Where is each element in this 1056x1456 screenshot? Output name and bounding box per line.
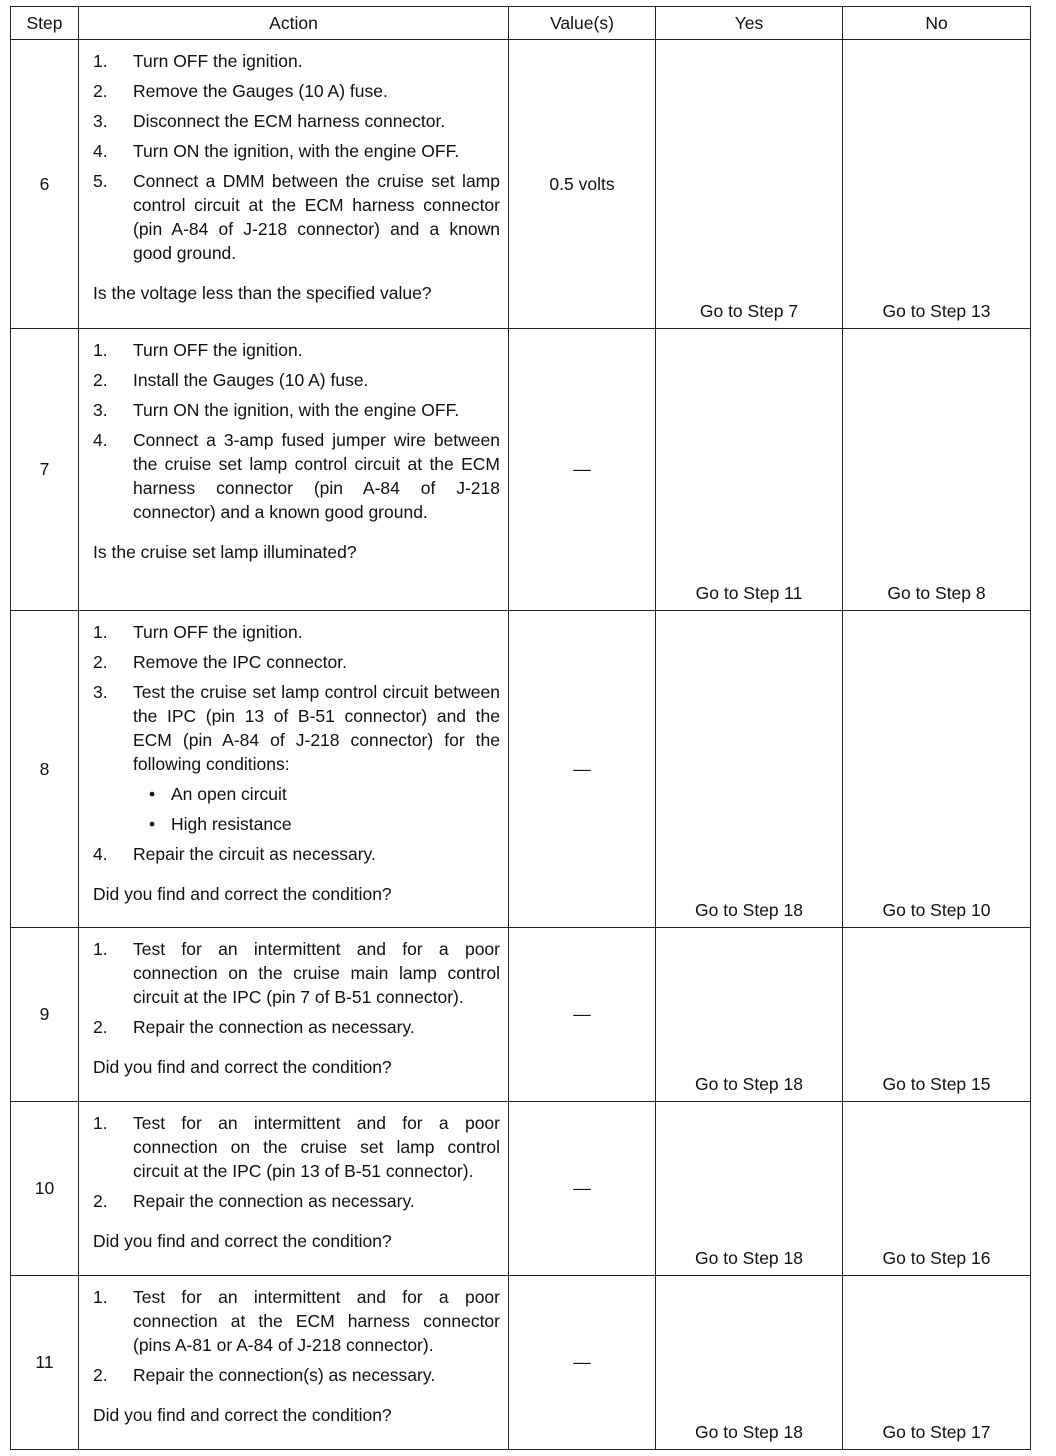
action-item (93, 49, 500, 73)
table-row (11, 611, 1031, 928)
question-text: Did you find and correct the condition? (93, 1231, 392, 1251)
step-number: 10 (11, 1102, 79, 1276)
yes-goto: Go to Step 7 (656, 40, 843, 329)
step-number: 11 (11, 1276, 79, 1450)
action-list (93, 620, 500, 872)
column-header-step: Step (11, 7, 79, 40)
action-item (93, 680, 500, 776)
action-item-number: 3. (93, 400, 108, 420)
action-item (93, 169, 500, 265)
yes-goto: Go to Step 18 (656, 928, 843, 1102)
no-goto: Go to Step 10 (843, 611, 1031, 928)
action-item (93, 368, 500, 392)
question-text: Is the cruise set lamp illuminated? (93, 542, 357, 562)
value-cell: — (509, 329, 656, 611)
action-item-number: 4. (93, 430, 108, 450)
step-number: 6 (11, 40, 79, 329)
action-item (93, 338, 500, 362)
action-item-number: 1. (93, 51, 108, 71)
action-item-text: Install the Gauges (10 A) fuse. (133, 370, 369, 390)
question-text: Did you find and correct the condition? (93, 1405, 392, 1425)
action-item-text: Repair the connection as necessary. (133, 1191, 415, 1211)
table-row (11, 1276, 1031, 1450)
question-text: Did you find and correct the condition? (93, 1057, 392, 1077)
action-item (93, 139, 500, 163)
action-item-text: Disconnect the ECM harness connector. (133, 111, 446, 131)
action-item-text: Repair the connection(s) as necessary. (133, 1365, 436, 1385)
column-header-no: No (843, 7, 1031, 40)
table-row (11, 329, 1031, 611)
step-number: 7 (11, 329, 79, 611)
value-cell: — (509, 928, 656, 1102)
action-cell (79, 928, 509, 1102)
action-item (93, 1189, 500, 1213)
action-cell (79, 1276, 509, 1450)
action-item-number: 2. (93, 1365, 108, 1385)
action-item-number: 1. (93, 1113, 108, 1133)
diagnostic-table (10, 6, 1031, 1450)
action-item-number: 1. (93, 939, 108, 959)
value-cell: — (509, 1102, 656, 1276)
action-item (93, 1015, 500, 1039)
action-item-number: 4. (93, 844, 108, 864)
action-item-number: 1. (93, 1287, 108, 1307)
yes-goto: Go to Step 18 (656, 611, 843, 928)
step-number: 9 (11, 928, 79, 1102)
action-item-text: Turn ON the ignition, with the engine OFF. (133, 141, 460, 161)
action-item (93, 109, 500, 133)
action-list (93, 1285, 500, 1393)
action-item-number: 2. (93, 1017, 108, 1037)
action-item (93, 937, 500, 1009)
action-cell (79, 40, 509, 329)
action-item-text: Turn ON the ignition, with the engine OFF. (133, 400, 460, 420)
column-header-yes: Yes (656, 7, 843, 40)
table-row (11, 40, 1031, 329)
action-list (93, 937, 500, 1045)
no-goto: Go to Step 15 (843, 928, 1031, 1102)
value-cell: 0.5 volts (509, 40, 656, 329)
action-item (93, 842, 500, 866)
action-item-number: 2. (93, 81, 108, 101)
condition-text: High resistance (171, 814, 292, 834)
action-item-text: Turn OFF the ignition. (133, 51, 303, 71)
step-number: 8 (11, 611, 79, 928)
action-cell (79, 1102, 509, 1276)
action-item-number: 2. (93, 652, 108, 672)
action-item (93, 79, 500, 103)
action-item-text: Connect a DMM between the cruise set lamp control circuit at the ECM harness connector (pin A-84 of J-218 connector) and a known good ground. (133, 171, 500, 263)
action-item (93, 428, 500, 524)
action-item-text: Repair the connection as necessary. (133, 1017, 415, 1037)
table-row (11, 928, 1031, 1102)
action-item (93, 398, 500, 422)
action-item-text: Remove the Gauges (10 A) fuse. (133, 81, 388, 101)
question-text: Is the voltage less than the specified value? (93, 283, 432, 303)
no-goto: Go to Step 16 (843, 1102, 1031, 1276)
action-item-text: Repair the circuit as necessary. (133, 844, 376, 864)
action-list (93, 1111, 500, 1219)
action-item-number: 1. (93, 622, 108, 642)
action-item-text: Connect a 3-amp fused jumper wire between the cruise set lamp control circuit at the ECM harness connector (pin A-84 of J-218 connector) and a known good ground. (133, 430, 500, 522)
table-row (11, 1102, 1031, 1276)
condition-item (149, 812, 500, 836)
no-goto: Go to Step 13 (843, 40, 1031, 329)
condition-list (93, 782, 500, 836)
action-item-text: Test for an intermittent and for a poor connection at the ECM harness connector (pins A-81 or A-84 of J-218 connector). (133, 1287, 500, 1355)
value-cell: — (509, 611, 656, 928)
column-header-values: Value(s) (509, 7, 656, 40)
action-item-number: 2. (93, 370, 108, 390)
yes-goto: Go to Step 18 (656, 1102, 843, 1276)
action-item (93, 1285, 500, 1357)
header-row (11, 7, 1031, 40)
no-goto: Go to Step 17 (843, 1276, 1031, 1450)
yes-goto: Go to Step 18 (656, 1276, 843, 1450)
condition-text: An open circuit (171, 784, 287, 804)
action-item-number: 3. (93, 111, 108, 131)
bullet-icon: • (149, 784, 156, 804)
action-list (93, 338, 500, 530)
value-cell: — (509, 1276, 656, 1450)
column-header-action: Action (79, 7, 509, 40)
action-item-text: Test the cruise set lamp control circuit between the IPC (pin 13 of B-51 connector) and the ECM (pin A-84 of J-218 connector) for the following conditions: (133, 682, 500, 774)
table-body (11, 40, 1031, 1450)
action-item-text: Test for an intermittent and for a poor connection on the cruise main lamp control circuit at the IPC (pin 7 of B-51 connector). (133, 939, 500, 1007)
yes-goto: Go to Step 11 (656, 329, 843, 611)
action-item (93, 1111, 500, 1183)
diagnostic-document (10, 6, 1030, 1450)
action-item-number: 3. (93, 682, 108, 702)
action-cell (79, 329, 509, 611)
no-goto: Go to Step 8 (843, 329, 1031, 611)
table-header (11, 7, 1031, 40)
action-item-number: 4. (93, 141, 108, 161)
action-item-text: Turn OFF the ignition. (133, 340, 303, 360)
condition-item (149, 782, 500, 806)
bullet-icon: • (149, 814, 156, 834)
action-item-number: 5. (93, 171, 108, 191)
action-item-text: Remove the IPC connector. (133, 652, 347, 672)
action-item-text: Turn OFF the ignition. (133, 622, 303, 642)
action-item-number: 1. (93, 340, 108, 360)
question-text: Did you find and correct the condition? (93, 884, 392, 904)
action-list (93, 49, 500, 271)
action-cell (79, 611, 509, 928)
action-item-text: Test for an intermittent and for a poor connection on the cruise set lamp control circuit at the IPC (pin 13 of B-51 connector). (133, 1113, 500, 1181)
action-item (93, 620, 500, 644)
action-item (93, 1363, 500, 1387)
action-item (93, 650, 500, 674)
action-item-number: 2. (93, 1191, 108, 1211)
